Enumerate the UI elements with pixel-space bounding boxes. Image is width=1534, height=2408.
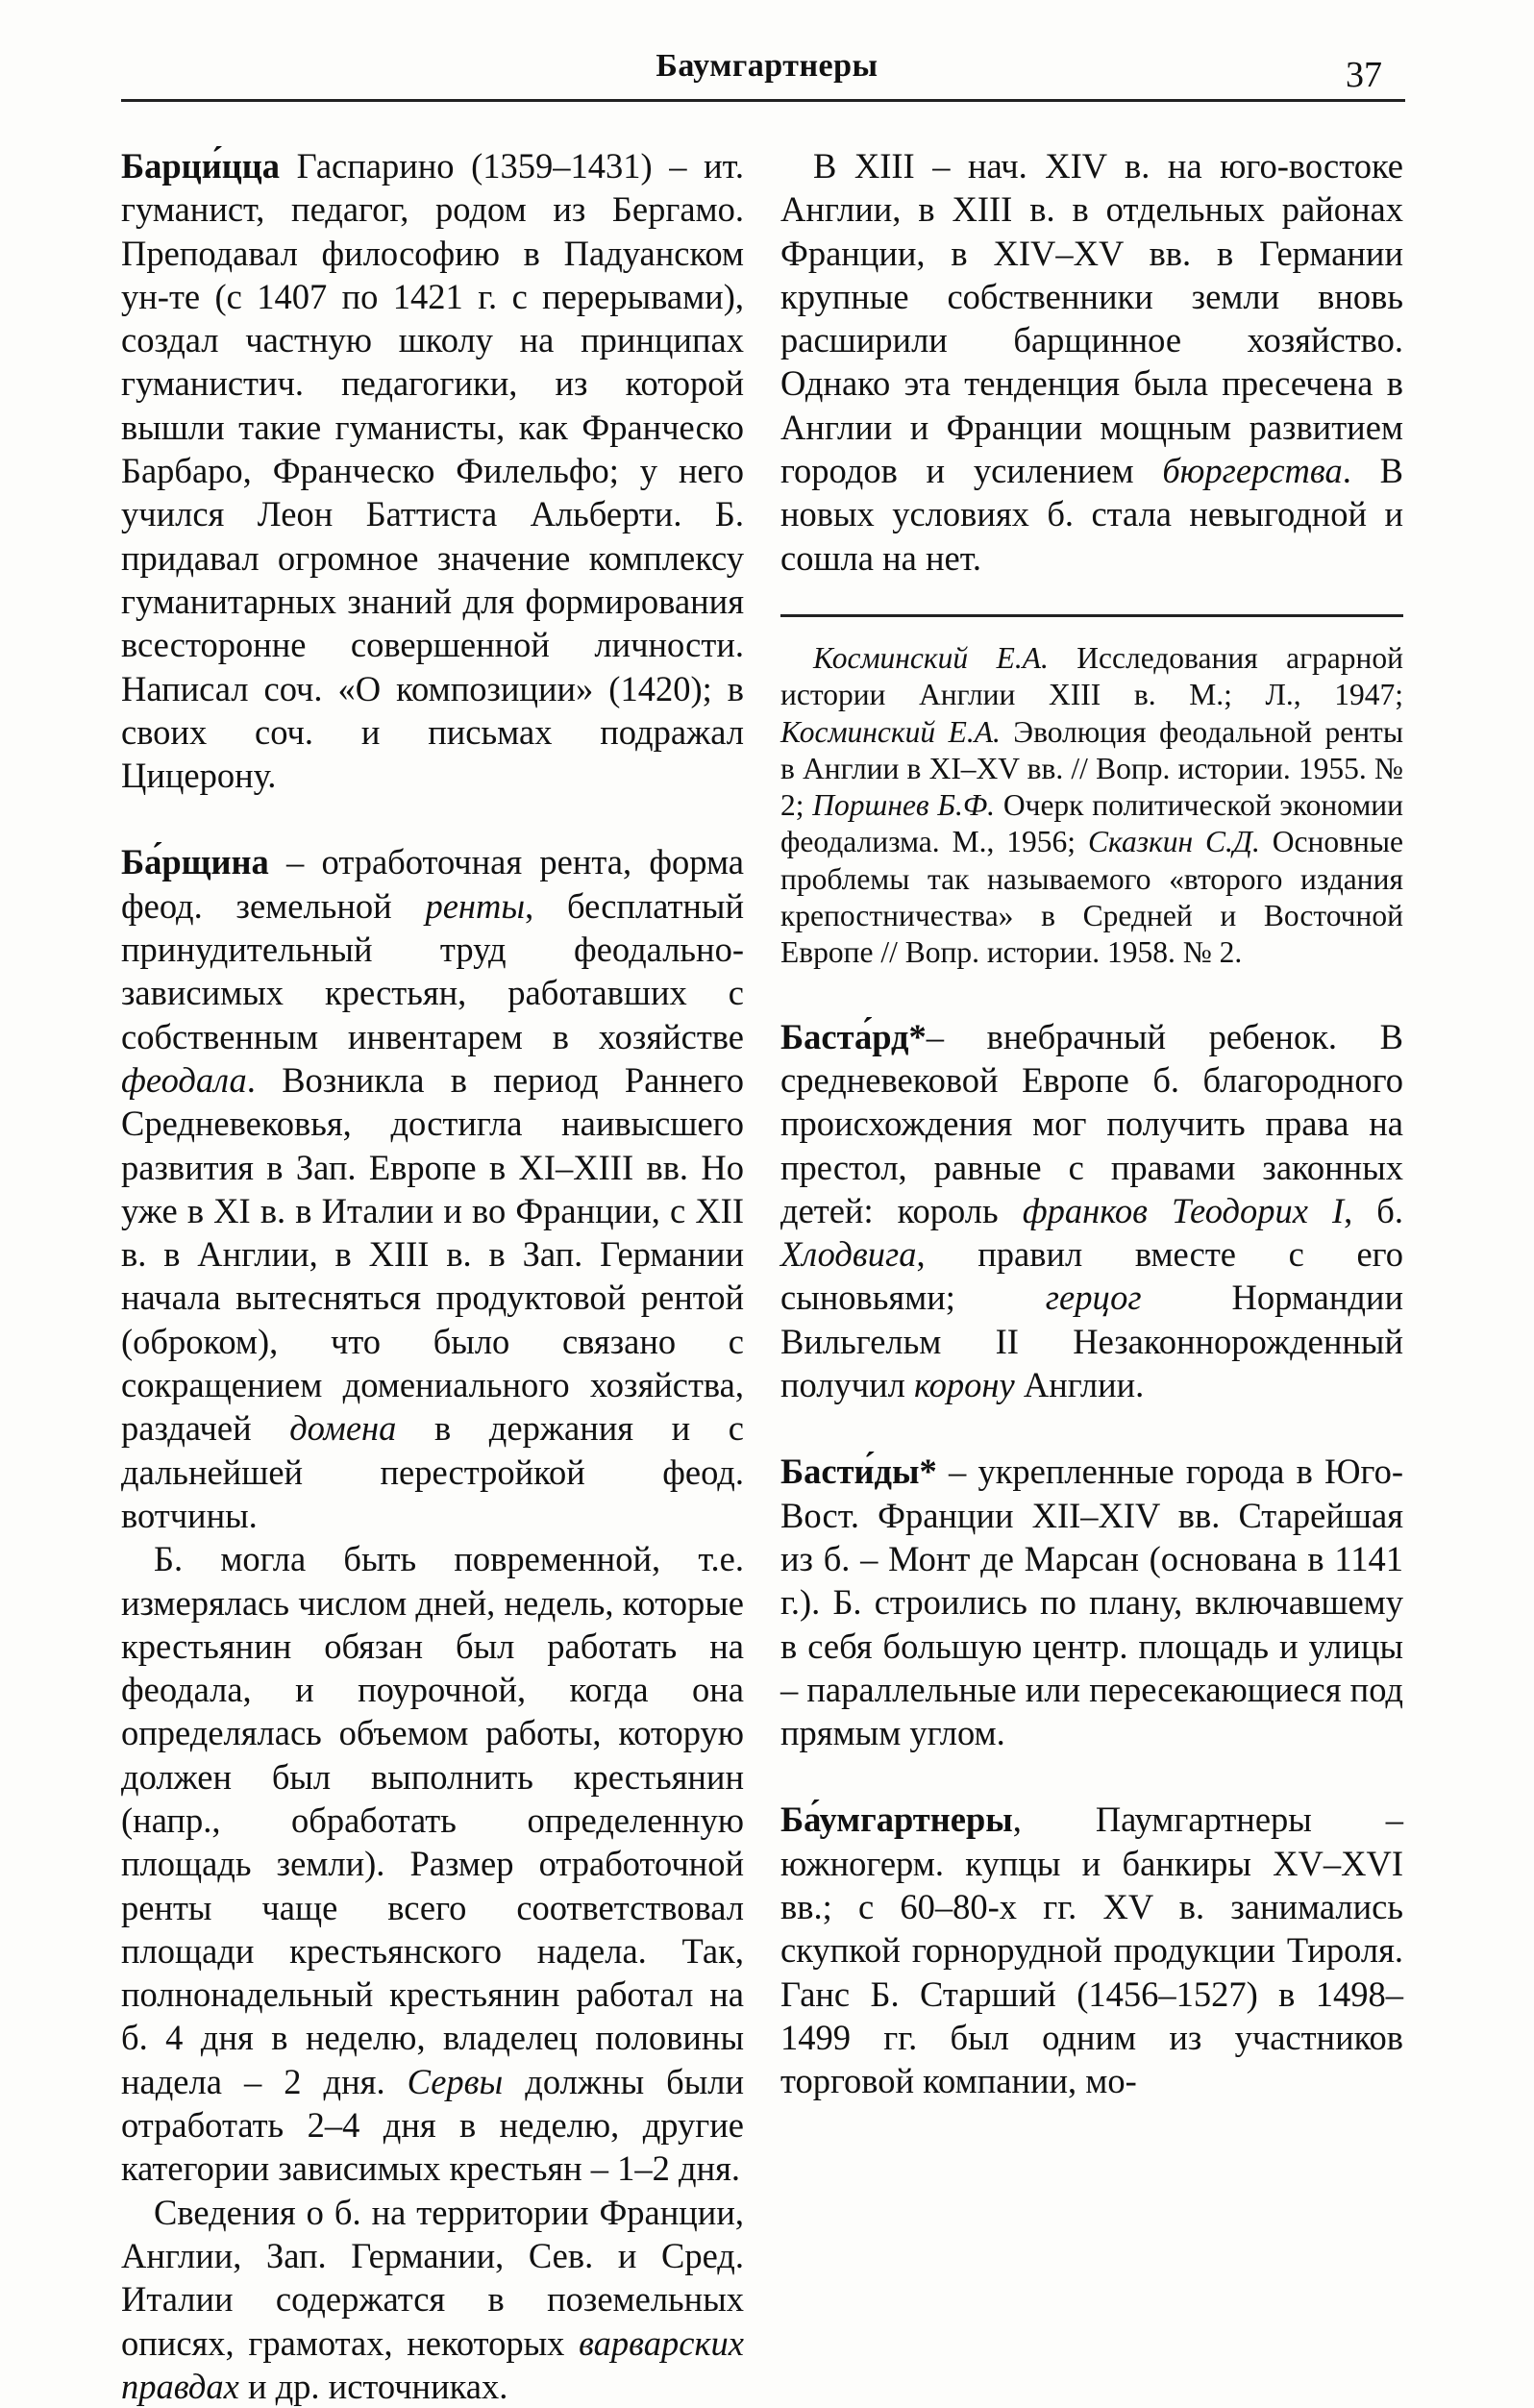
bib-author: Косминский Е.А. — [780, 714, 1001, 749]
bib-text: Основные проблемы так называемого «второго издания крепостничества» в Средней и Восточной Европе // Вопр. истории. 1958. № 2. — [780, 825, 1403, 970]
bib-text: Эволюция феодальной ренты в Англии в XI–XV вв. // Вопр. истории. 1955. № 2; — [780, 714, 1403, 823]
entry-text: Б. могла быть повременной, т.е. измерялась числом дней, недель, которые крестьянин обязан был работать на феодала, и поурочной, когда она определялась объемом работы, которую должен был выполнить крестьянин (напр., обработать определенную площадь земли). Размер отработочной ренты чаще всего соответствовал площади крестьянского надела. Так, полнонадельный крестьянин работал на б. 4 дня в неделю, владелец половины надела – 2 дня. — [121, 1539, 744, 2101]
entry-text: . В новых условиях б. стала невыгодной и сошла на нет. — [780, 451, 1403, 578]
cross-ref: Хлодвига — [780, 1234, 917, 1275]
cross-ref: корону — [914, 1365, 1015, 1405]
cross-ref: домена — [289, 1408, 397, 1449]
paragraph — [121, 2191, 744, 2408]
cross-ref: бюргерства — [1162, 451, 1343, 491]
entry-barshchina — [121, 840, 744, 1537]
bib-author: Косминский Е.А. — [813, 640, 1049, 675]
right-column — [780, 144, 1403, 2102]
entry-text: – внебрачный ребенок. В средневековой Европе б. благородного происхождения мог получить права на престол, равные с правами законных детей: король — [780, 1016, 1403, 1230]
left-column — [121, 144, 744, 2408]
entry-text: и др. источниках. — [238, 2366, 508, 2406]
entry-text: , Паумгартнеры – южногерм. купцы и банкиры XV–XVI вв.; с 60–80-х гг. XV в. занимались скупкой горнорудной продукции Тироля. Ганс Б. Старший (1456–1527) в 1498–1499 гг. был одним из участников торговой компании, мо- — [780, 1800, 1403, 2101]
entry-bastides — [780, 1450, 1403, 1754]
entry-term: Басти́ды* — [780, 1452, 937, 1492]
entry-bastard — [780, 1015, 1403, 1407]
bib-text: Исследования аграрной истории Англии XIII в. М.; Л., 1947; — [780, 640, 1403, 712]
bib-text: Очерк политической экономии феодализма. М., 1956; — [780, 788, 1403, 859]
entry-text: Гаспарино (1359–1431) – ит. гуманист, педагог, родом из Бергамо. Преподавал философию в Падуанском ун-те (с 1407 по 1421 г. с перерывами), создал частную школу на принципах гуманистич. педагогики, из которой вышли такие гуманисты, как Франческо Барбаро, Франческо Филельфо; у него учился Леон Баттиста Альберти. Б. придавал огромное значение комплексу гуманитарных знаний для формирования всесторонне совершенной личности. Написал соч. «О композиции» (1420); в своих соч. и письмах подражал Цицерону. — [121, 146, 744, 796]
bib-author: Сказкин С.Д. — [1087, 825, 1260, 859]
cross-ref: варварских правдах — [121, 2322, 744, 2406]
entry-term: Барци́цца — [121, 146, 281, 186]
entry-text: , б. — [1344, 1190, 1404, 1230]
cross-ref: ренты — [425, 885, 526, 926]
entry-text: Англии. — [1014, 1365, 1145, 1405]
entry-text: Сведения о б. на территории Франции, Англии, Зап. Германии, Сев. и Сред. Италии содержатся в поземельных описях, грамотах, некоторых — [121, 2192, 744, 2363]
running-title: Баумгартнеры — [656, 48, 878, 84]
entry-text: должны были отработать 2–4 дня в неделю, другие категории зависимых крестьян – 1–2 дня. — [121, 2061, 744, 2189]
bib-author: Поршнев Б.Ф. — [812, 788, 996, 823]
entry-text: В XIII – нач. XIV в. на юго-востоке Англии, в XIII в. в отдельных районах Франции, в XIV–XV вв. в Германии крупные собственники земли вновь расширили барщинное хозяйство. Однако эта тенденция была пресечена в Англии и Франции мощным развитием городов и усилением — [780, 146, 1403, 491]
entry-text: . Возникла в период Раннего Средневековья, достигла наивысшего развития в Зап. Европе в XI–XIII вв. Но уже в XI в. в Италии и во Франции, с XII в. в Англии, в XIII в. в Зап. Германии начала вытесняться продуктовой рентой (оброком), что было связано с сокращением домениального хозяйства, раздачей — [121, 1059, 744, 1449]
entry-text: – отработочная рента, форма феод. земельной — [121, 842, 744, 926]
cross-ref: Сервы — [407, 2061, 504, 2101]
cross-ref: франков Теодорих I — [1022, 1190, 1345, 1230]
cross-ref: герцог — [1045, 1278, 1142, 1318]
entry-term: Баста́рд* — [780, 1016, 927, 1056]
entry-term: Ба́умгартнеры — [780, 1800, 1013, 1840]
entry-text: – укрепленные города в Юго-Вост. Франции XII–XIV вв. Старейшая из б. – Монт де Марсан (основана в 1141 г.). Б. строились по плану, включавшему в себя большую центр. площадь и улицы – параллельные или пересекающиеся под прямым углом. — [780, 1452, 1403, 1753]
bibliography — [780, 640, 1403, 972]
bibliography-rule — [780, 614, 1403, 617]
entry-text: Нормандии Вильгельм II Незаконнорожденный получил — [780, 1278, 1403, 1405]
header-rule — [121, 99, 1405, 102]
entry-text: в держания и с дальнейшей перестройкой феод. вотчины. — [121, 1408, 744, 1535]
entry-baumgartner — [780, 1798, 1403, 2102]
entry-barzizza — [121, 144, 744, 797]
entry-text: , правил вместе с его сыновьями; — [780, 1234, 1403, 1318]
paragraph — [121, 1537, 744, 2190]
paragraph — [780, 144, 1403, 580]
cross-ref: феодала — [121, 1059, 247, 1100]
entry-text: , бесплатный принудительный труд феодально-зависимых крестьян, работавших с собственным инвентарем в хозяйстве — [121, 885, 744, 1056]
entry-term: Ба́рщина — [121, 842, 269, 882]
page-number: 37 — [1346, 55, 1382, 95]
